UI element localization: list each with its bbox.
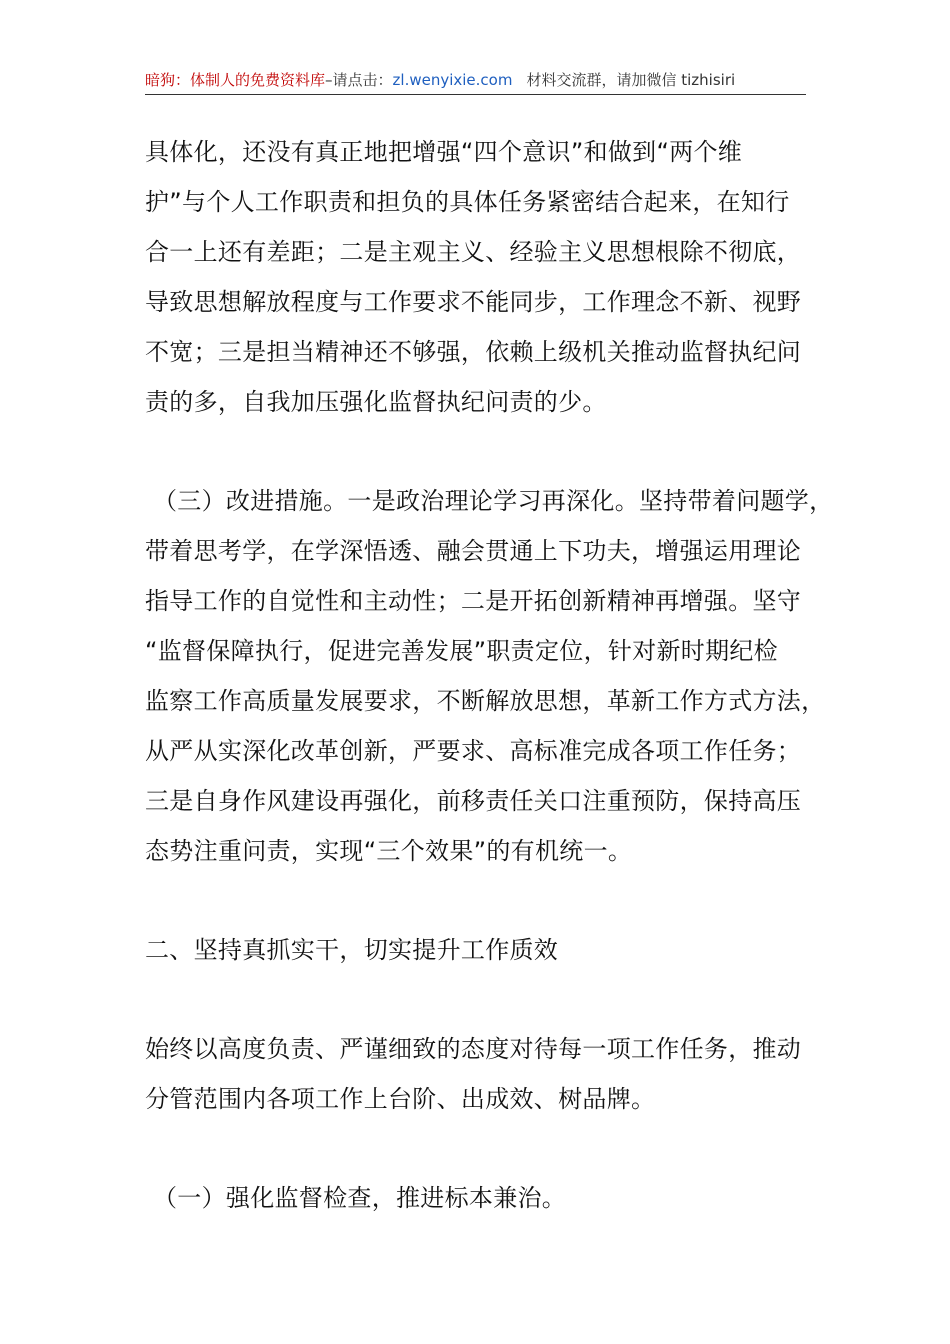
paragraph-section-two-intro xyxy=(145,1024,825,1124)
text-line: 二、坚持真抓实干，切实提升工作质效 xyxy=(145,936,559,964)
text-line: 护”与个人工作职责和担负的具体任务紧密结合起来，在知行 xyxy=(145,188,790,216)
paragraph-gap xyxy=(145,876,825,925)
text-line: 从严从实深化改革创新，严要求、高标准完成各项工作任务； xyxy=(145,737,802,765)
text-line: 始终以高度负责、严谨细致的态度对待每一项工作任务，推动 xyxy=(145,1035,802,1063)
document-body xyxy=(145,127,834,1223)
text-line: 指导工作的自觉性和主动性；二是开拓创新精神再增强。坚守 xyxy=(145,587,802,615)
paragraph-gap xyxy=(145,1124,825,1173)
paragraph-problems-continued xyxy=(145,127,825,427)
header-link[interactable]: zl.wenyixie.com xyxy=(392,71,513,89)
paragraph-improvement-measures xyxy=(145,476,834,876)
header-wechat-group: 材料交流群，请加微信 tizhisiri xyxy=(526,71,736,89)
text-line: （一）强化监督检查，推进标本兼治。 xyxy=(153,1184,567,1212)
subsection-heading-one xyxy=(145,1173,825,1223)
text-line: （三）改进措施。一是政治理论学习再深化。坚持带着问题学， xyxy=(153,487,834,515)
text-line: 不宽；三是担当精神还不够强，依赖上级机关推动监督执纪问 xyxy=(145,338,802,366)
page-header xyxy=(145,68,806,95)
section-heading-two xyxy=(145,925,825,975)
header-brand: 暗狗：体制人的免费资料库 xyxy=(145,71,326,89)
text-line: 责的多，自我加压强化监督执纪问责的少。 xyxy=(145,388,607,416)
text-line: 合一上还有差距；二是主观主义、经验主义思想根除不彻底， xyxy=(145,238,802,266)
text-line: 分管范围内各项工作上台阶、出成效、树品牌。 xyxy=(145,1085,656,1113)
text-line: 态势注重问责，实现“三个效果”的有机统一。 xyxy=(145,837,633,865)
text-line: “监督保障执行，促进完善发展”职责定位，针对新时期纪检 xyxy=(145,637,778,665)
header-prompt: –请点击： xyxy=(325,71,393,89)
text-line: 导致思想解放程度与工作要求不能同步，工作理念不新、视野 xyxy=(145,288,802,316)
text-line: 监察工作高质量发展要求，不断解放思想，革新工作方式方法， xyxy=(145,687,826,715)
text-line: 带着思考学，在学深悟透、融会贯通上下功夫，增强运用理论 xyxy=(145,537,802,565)
paragraph-gap xyxy=(145,975,825,1024)
paragraph-gap xyxy=(145,427,825,476)
text-line: 三是自身作风建设再强化，前移责任关口注重预防，保持高压 xyxy=(145,787,802,815)
text-line: 具体化，还没有真正地把增强“四个意识”和做到“两个维 xyxy=(145,138,743,166)
